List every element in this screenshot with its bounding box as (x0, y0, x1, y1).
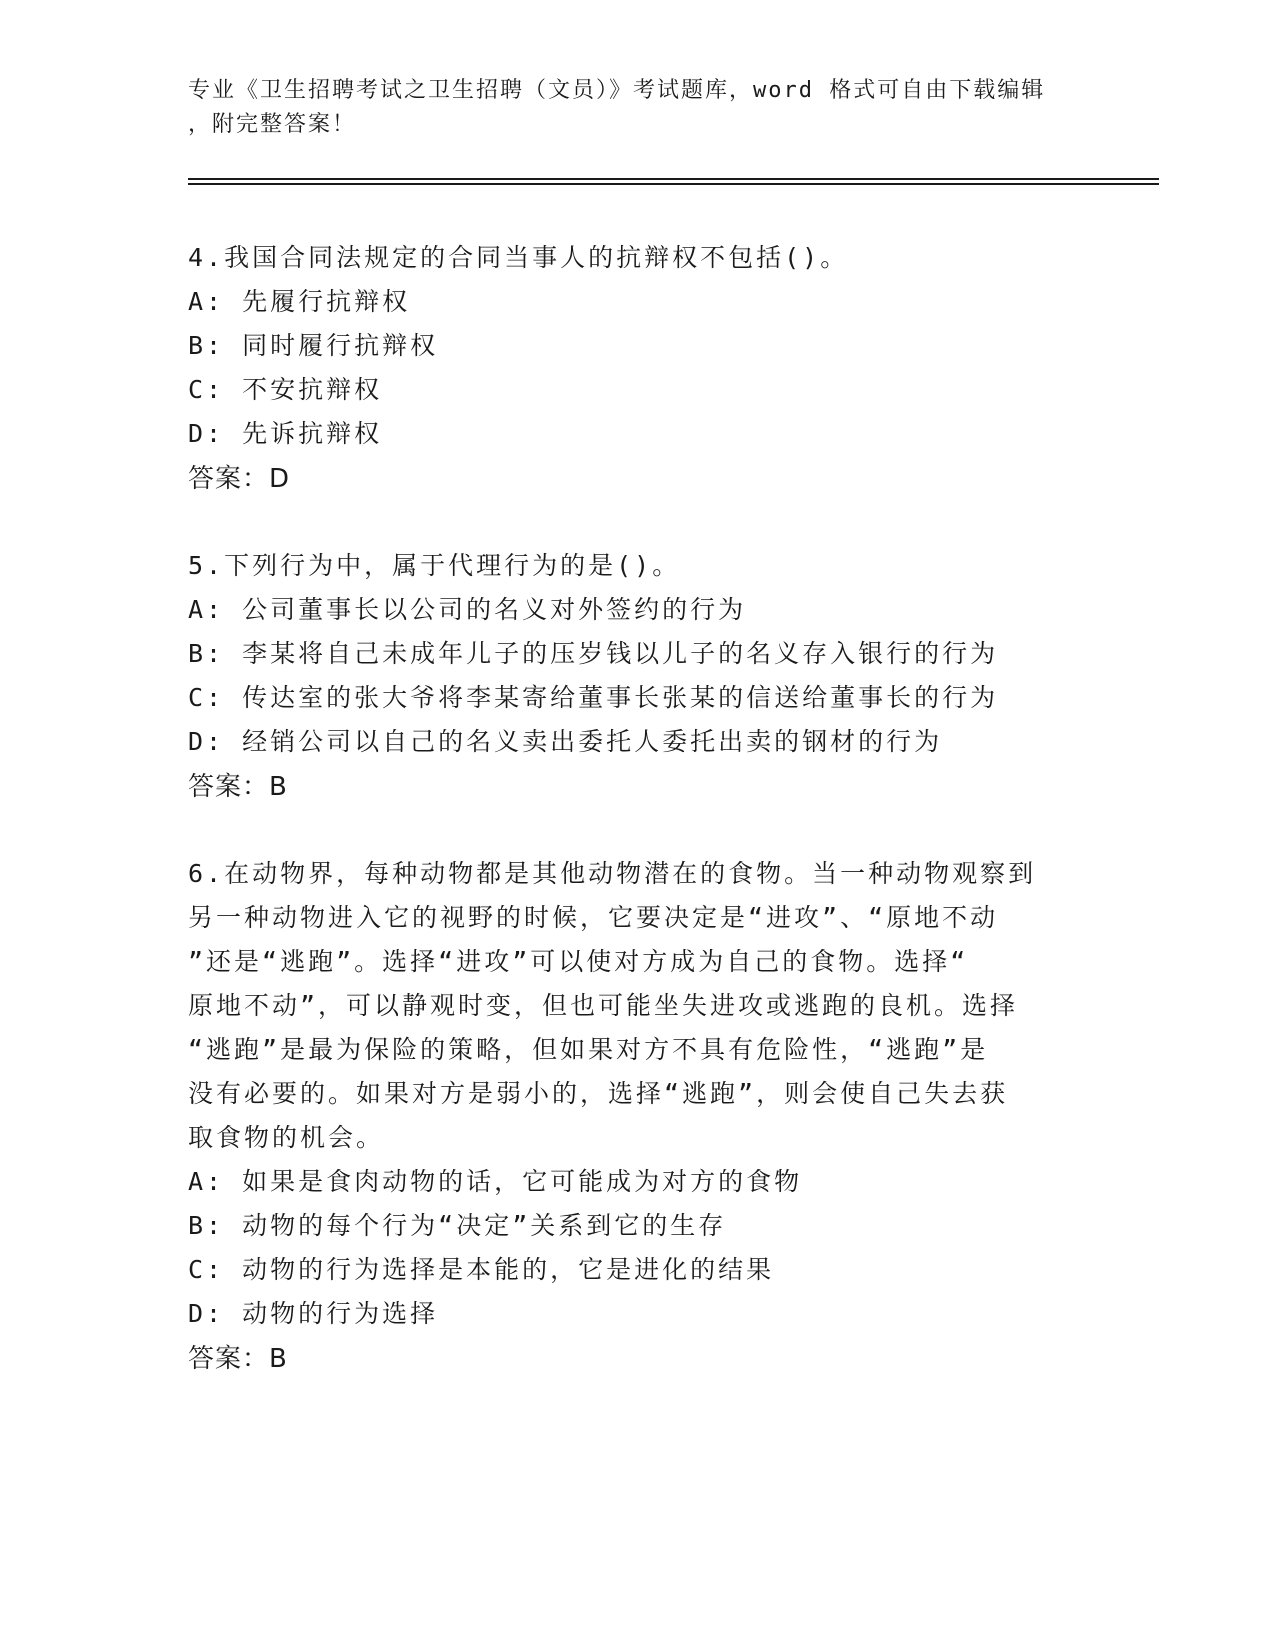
option-d: D: 先诉抗辩权 (188, 419, 383, 448)
answer: 答案：D (188, 464, 291, 494)
answer: 答案：B (188, 1344, 288, 1374)
answer: 答案：B (188, 772, 288, 802)
header-line-2: ，附完整答案！ (188, 112, 357, 137)
question-stem-line: 原地不动”，可以静观时变，但也可能坐失进攻或逃跑的良机。选择 (188, 991, 1019, 1020)
question-stem-line: 6.在动物界，每种动物都是其他动物潜在的食物。当一种动物观察到 (188, 859, 1037, 888)
question-stem-line: “逃跑”是最为保险的策略，但如果对方不具有危险性，“逃跑”是 (188, 1035, 989, 1064)
option-a: A: 公司董事长以公司的名义对外签约的行为 (188, 595, 747, 624)
option-a: A: 先履行抗辩权 (188, 287, 411, 316)
option-b: B: 动物的每个行为“决定”关系到它的生存 (188, 1211, 727, 1240)
option-d: D: 动物的行为选择 (188, 1299, 439, 1328)
question-stem-line: 没有必要的。如果对方是弱小的，选择“逃跑”，则会使自己失去获 (188, 1079, 1009, 1108)
document-header (188, 74, 1068, 142)
question-stem-line: 另一种动物进入它的视野的时候，它要决定是“进攻”、“原地不动 (188, 903, 999, 932)
option-c: C: 不安抗辩权 (188, 375, 383, 404)
option-d: D: 经销公司以自己的名义卖出委托人委托出卖的钢材的行为 (188, 727, 943, 756)
header-divider-top (188, 178, 1159, 180)
question-stem-line: ”还是“逃跑”。选择“进攻”可以使对方成为自己的食物。选择“ (188, 947, 969, 976)
header-line-1: 专业《卫生招聘考试之卫生招聘（文员）》考试题库，word 格式可自由下载编辑 (188, 78, 1046, 103)
option-a: A: 如果是食肉动物的话，它可能成为对方的食物 (188, 1167, 803, 1196)
option-c: C: 传达室的张大爷将李某寄给董事长张某的信送给董事长的行为 (188, 683, 999, 712)
option-b: B: 李某将自己未成年儿子的压岁钱以儿子的名义存入银行的行为 (188, 639, 999, 668)
header-divider-bottom (188, 183, 1159, 185)
option-b: B: 同时履行抗辩权 (188, 331, 439, 360)
question-stem: 4.我国合同法规定的合同当事人的抗辩权不包括()。 (188, 243, 849, 272)
question-stem-line: 取食物的机会。 (188, 1123, 385, 1152)
question-stem: 5.下列行为中，属于代理行为的是()。 (188, 551, 681, 580)
option-c: C: 动物的行为选择是本能的，它是进化的结果 (188, 1255, 775, 1284)
